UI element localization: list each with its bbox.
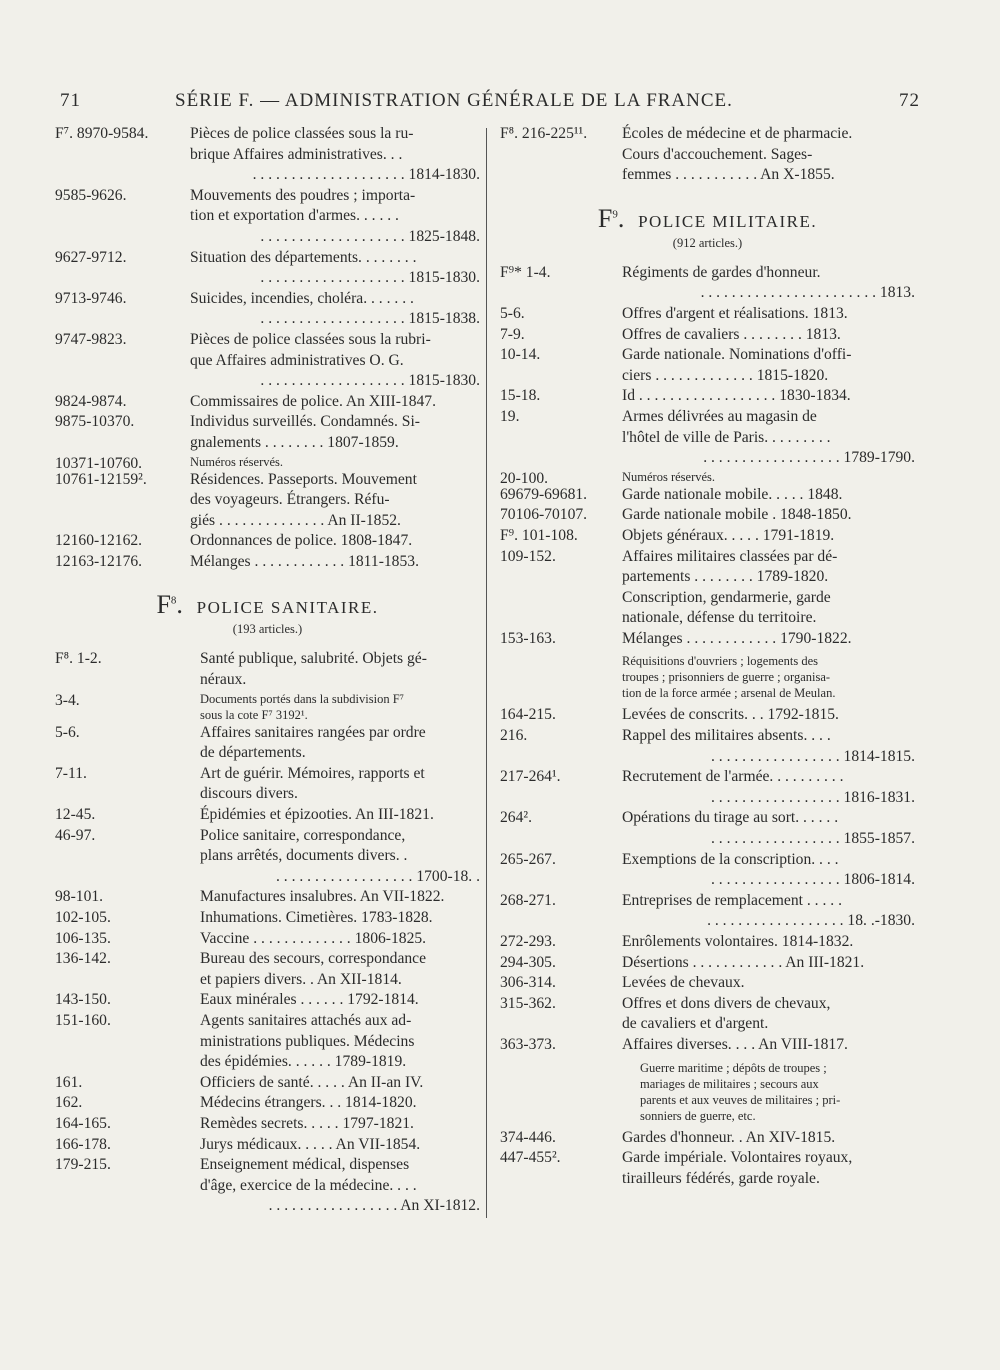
index-entry bbox=[55, 887, 480, 908]
f9-entries-b bbox=[500, 705, 915, 1055]
entry-reference: 9627-9712. bbox=[55, 248, 127, 266]
entry-line: Individus surveillés. Condamnés. Si- bbox=[190, 413, 420, 431]
entry-description bbox=[622, 1035, 915, 1056]
entry-description bbox=[200, 1114, 480, 1135]
entry-reference: 7-11. bbox=[55, 764, 87, 782]
entry-line: Bureau des secours, correspondance bbox=[200, 950, 427, 968]
entry-reference: 3-4. bbox=[55, 691, 80, 709]
index-entry bbox=[55, 552, 480, 573]
entry-description bbox=[622, 263, 915, 304]
entry-reference: 20-100. bbox=[500, 469, 549, 487]
page-header bbox=[60, 88, 920, 118]
entry-line: ministrations publiques. Médecins bbox=[200, 1032, 415, 1050]
f8-entries bbox=[55, 649, 480, 1216]
note-line: troupes ; prisonniers de guerre ; organisa- bbox=[622, 670, 831, 685]
entry-line: tion et exportation d'armes. . . . . . bbox=[190, 207, 399, 225]
entry-line: Opérations du tirage au sort. . . . . . bbox=[622, 809, 839, 827]
entry-reference: 12160-12162. bbox=[55, 532, 143, 550]
entry-description bbox=[190, 392, 480, 413]
entry-reference: 179-215. bbox=[55, 1156, 111, 1174]
f9-entries-a bbox=[500, 263, 915, 650]
index-entry bbox=[500, 345, 915, 386]
entry-description bbox=[190, 412, 480, 453]
index-entry bbox=[55, 412, 480, 453]
entry-reference: 164-165. bbox=[55, 1114, 111, 1132]
entry-reference: F⁸. 1-2. bbox=[55, 650, 102, 668]
entry-line: Manufactures insalubres. An VII-1822. bbox=[200, 888, 445, 906]
index-entry bbox=[55, 1073, 480, 1094]
index-entry bbox=[500, 994, 915, 1035]
entry-line: Recrutement de l'armée. . . . . . . . . . bbox=[622, 768, 844, 786]
entry-line: Agents sanitaires attachés aux ad- bbox=[200, 1011, 412, 1029]
entry-line: de cavaliers et d'argent. bbox=[622, 1015, 769, 1033]
entry-line: Remèdes secrets. . . . . 1797-1821. bbox=[200, 1114, 414, 1132]
index-entry bbox=[500, 808, 915, 849]
entry-line: Résidences. Passeports. Mouvement bbox=[190, 470, 417, 488]
page-number-left: 71 bbox=[60, 90, 81, 111]
entry-reference: 162. bbox=[55, 1094, 83, 1112]
entry-line: Eaux minérales . . . . . . 1792-1814. bbox=[200, 991, 419, 1009]
index-entry bbox=[500, 953, 915, 974]
entry-line: Mélanges . . . . . . . . . . . . 1790-1822. bbox=[622, 629, 852, 647]
entry-description bbox=[622, 407, 915, 469]
entry-description bbox=[622, 345, 915, 386]
index-entry bbox=[55, 1155, 480, 1217]
left-column bbox=[55, 124, 480, 1217]
entry-description bbox=[200, 1073, 480, 1094]
entry-reference: 19. bbox=[500, 407, 520, 425]
entry-description bbox=[622, 124, 915, 186]
entry-reference: 9585-9626. bbox=[55, 186, 127, 204]
index-entry bbox=[55, 186, 480, 248]
entry-reference: 166-178. bbox=[55, 1135, 111, 1153]
entry-line: . . . . . . . . . . . . . . . . . 1855-1857. bbox=[710, 830, 915, 848]
entry-line: Levées de conscrits. . . 1792-1815. bbox=[622, 706, 839, 724]
entry-line: . . . . . . . . . . . . . . . . . . . 1815-1830. bbox=[260, 372, 480, 390]
entry-line: tirailleurs fédérés, garde royale. bbox=[622, 1169, 820, 1187]
entry-line: Rappel des militaires absents. . . . bbox=[622, 727, 831, 745]
entry-reference: 264². bbox=[500, 809, 532, 827]
entry-description bbox=[190, 454, 480, 470]
entry-reference: 109-152. bbox=[500, 547, 556, 565]
index-entry bbox=[500, 1035, 915, 1056]
entry-reference: 10371-10760. bbox=[55, 454, 143, 472]
index-entry bbox=[55, 289, 480, 330]
index-entry bbox=[500, 526, 915, 547]
entry-description bbox=[200, 691, 480, 723]
entry-line: des épidémies. . . . . . 1789-1819. bbox=[200, 1053, 407, 1071]
entry-line: Santé publique, salubrité. Objets gé- bbox=[200, 650, 427, 668]
entry-line: Enseignement médical, dispenses bbox=[200, 1156, 410, 1174]
entry-line: . . . . . . . . . . . . . . . . . . 1789-1790. bbox=[703, 449, 915, 467]
entry-line: Garde nationale. Nominations d'offi- bbox=[622, 346, 852, 364]
entry-reference: 10-14. bbox=[500, 346, 541, 364]
index-entry bbox=[55, 248, 480, 289]
entry-description bbox=[622, 767, 915, 808]
entry-line: d'âge, exercice de la médecine. . . . bbox=[200, 1176, 417, 1194]
entry-line: des voyageurs. Étrangers. Réfu- bbox=[190, 491, 390, 509]
index-entry bbox=[55, 454, 480, 470]
entry-line: Commissaires de police. An XIII-1847. bbox=[190, 392, 436, 410]
entry-description bbox=[622, 526, 915, 547]
entry-reference: 161. bbox=[55, 1073, 83, 1091]
entry-reference: 268-271. bbox=[500, 891, 556, 909]
entry-line: Jurys médicaux. . . . . An VII-1854. bbox=[200, 1135, 421, 1153]
entry-line: . . . . . . . . . . . . . . . . . . . . 1814-1830. bbox=[252, 166, 480, 184]
entry-line: Situation des départements. . . . . . . . bbox=[190, 248, 417, 266]
index-entry bbox=[500, 407, 915, 469]
f8-continued-entries bbox=[500, 124, 915, 186]
index-entry bbox=[500, 325, 915, 346]
entry-line: Offres et dons divers de chevaux, bbox=[622, 994, 831, 1012]
entry-reference: 10761-12159². bbox=[55, 470, 147, 488]
entry-description bbox=[190, 531, 480, 552]
entry-reference: 12-45. bbox=[55, 806, 96, 824]
index-entry bbox=[55, 723, 480, 764]
entry-description bbox=[190, 289, 480, 330]
index-entry bbox=[55, 691, 480, 723]
entry-line: Garde nationale mobile. . . . . 1848. bbox=[622, 485, 843, 503]
page-number-right: 72 bbox=[899, 90, 920, 111]
entry-line: Cours d'accouchement. Sages- bbox=[622, 145, 813, 163]
entry-reference: 5-6. bbox=[55, 723, 80, 741]
entry-reference: 315-362. bbox=[500, 994, 556, 1012]
index-entry bbox=[500, 850, 915, 891]
entry-line: Officiers de santé. . . . . An II-an IV. bbox=[200, 1073, 424, 1091]
index-entry bbox=[55, 1011, 480, 1073]
entry-reference: 69679-69681. bbox=[500, 485, 588, 503]
entry-line: partements . . . . . . . . 1789-1820. bbox=[622, 568, 829, 586]
entry-description bbox=[622, 891, 915, 932]
entry-line: Pièces de police classées sous la ru- bbox=[190, 125, 414, 142]
right-column bbox=[500, 124, 915, 1189]
entry-reference: 5-6. bbox=[500, 304, 525, 322]
entry-line: . . . . . . . . . . . . . . . . . . 18. .-1830. bbox=[707, 912, 915, 930]
index-entry bbox=[500, 386, 915, 407]
entry-line: Levées de chevaux. bbox=[622, 974, 745, 992]
index-entry bbox=[55, 929, 480, 950]
entry-reference: 102-105. bbox=[55, 909, 111, 926]
entry-reference: 136-142. bbox=[55, 950, 111, 968]
index-entry bbox=[55, 1093, 480, 1114]
entry-line: Gardes d'honneur. . An XIV-1815. bbox=[622, 1128, 836, 1146]
entry-reference: 9713-9746. bbox=[55, 289, 127, 307]
entry-line: giés . . . . . . . . . . . . . . An II-1852. bbox=[190, 511, 401, 529]
entry-reference: 9747-9823. bbox=[55, 330, 127, 348]
entry-line: Affaires militaires classées par dé- bbox=[622, 547, 838, 565]
entry-reference: 15-18. bbox=[500, 387, 541, 405]
entry-description bbox=[622, 1148, 915, 1189]
entry-description bbox=[190, 124, 480, 186]
entry-line: gnalements . . . . . . . . 1807-1859. bbox=[190, 433, 399, 451]
entry-line: . . . . . . . . . . . . . . . . . . . . . . . 1813. bbox=[700, 284, 915, 302]
entry-line: Inhumations. Cimetières. 1783-1828. bbox=[200, 909, 433, 926]
entry-reference: 98-101. bbox=[55, 888, 104, 906]
index-entry bbox=[500, 505, 915, 526]
index-entry bbox=[55, 805, 480, 826]
entry-reference: F⁹* 1-4. bbox=[500, 263, 551, 281]
entry-line: femmes . . . . . . . . . . . An X-1855. bbox=[622, 166, 835, 184]
entry-description bbox=[190, 186, 480, 248]
entry-line: . . . . . . . . . . . . . . . . . . 1700-18. . bbox=[275, 867, 480, 885]
entry-line: . . . . . . . . . . . . . . . . . . . 1815-1830. bbox=[260, 269, 480, 287]
entry-reference: 374-446. bbox=[500, 1128, 556, 1146]
note-line: parents et aux veuves de militaires ; pri- bbox=[640, 1092, 841, 1107]
entry-reference: 447-455². bbox=[500, 1149, 561, 1167]
entry-reference: F⁸. 216-225¹¹. bbox=[500, 125, 588, 142]
entry-line: Affaires diverses. . . . An VIII-1817. bbox=[622, 1035, 848, 1053]
entry-reference: 9824-9874. bbox=[55, 392, 127, 410]
entry-line: que Affaires administratives O. G. bbox=[190, 351, 404, 369]
section-heading-f8 bbox=[55, 590, 480, 620]
note-line: sonniers de guerre, etc. bbox=[640, 1108, 756, 1123]
entry-description bbox=[200, 1155, 480, 1217]
entry-line: Affaires sanitaires rangées par ordre bbox=[200, 723, 426, 741]
entry-description bbox=[622, 705, 915, 726]
index-entry bbox=[500, 726, 915, 767]
entry-line: . . . . . . . . . . . . . . . . . 1806-1814. bbox=[710, 871, 915, 889]
entry-description bbox=[622, 932, 915, 953]
entry-description bbox=[622, 547, 915, 629]
f7-entries bbox=[55, 124, 480, 572]
entry-line: Art de guérir. Mémoires, rapports et bbox=[200, 764, 425, 782]
entry-line: brique Affaires administratives. . . bbox=[190, 145, 403, 163]
entry-line: Id . . . . . . . . . . . . . . . . . . 1830-1834. bbox=[622, 387, 851, 405]
entry-line: sous la cote F⁷ 3192¹. bbox=[200, 707, 308, 722]
entry-line: Régiments de gardes d'honneur. bbox=[622, 263, 821, 281]
entry-description bbox=[200, 1093, 480, 1114]
entry-line: Armes délivrées au magasin de bbox=[622, 407, 817, 425]
entry-description bbox=[622, 1128, 915, 1149]
entry-reference: 153-163. bbox=[500, 629, 556, 647]
entry-line: nationale, défense du territoire. bbox=[622, 609, 817, 627]
entry-description bbox=[190, 330, 480, 392]
entry-line: . . . . . . . . . . . . . . . . . 1814-1815. bbox=[710, 747, 915, 765]
entry-line: Police sanitaire, correspondance, bbox=[200, 826, 406, 844]
entry-description bbox=[190, 552, 480, 573]
entry-line: . . . . . . . . . . . . . . . . . An XI-1812. bbox=[268, 1197, 480, 1215]
entry-line: Vaccine . . . . . . . . . . . . . 1806-1825. bbox=[200, 929, 427, 947]
entry-description bbox=[622, 994, 915, 1035]
note-line: Réquisitions d'ouvriers ; logements des bbox=[622, 654, 818, 669]
note-line: mariages de militaires ; secours aux bbox=[640, 1076, 819, 1091]
index-entry bbox=[55, 764, 480, 805]
entry-description bbox=[200, 1135, 480, 1156]
entry-reference: 363-373. bbox=[500, 1035, 556, 1053]
index-entry bbox=[500, 263, 915, 304]
entry-reference: 46-97. bbox=[55, 826, 96, 844]
index-entry bbox=[55, 1135, 480, 1156]
entry-line: Offres d'argent et réalisations. 1813. bbox=[622, 304, 848, 322]
entry-description bbox=[200, 805, 480, 826]
note-guerre-maritime bbox=[640, 1060, 915, 1124]
entry-reference: 151-160. bbox=[55, 1011, 111, 1029]
entry-description bbox=[200, 949, 480, 990]
entry-reference: 106-135. bbox=[55, 929, 111, 947]
index-entry bbox=[500, 547, 915, 629]
entry-line: Garde nationale mobile . 1848-1850. bbox=[622, 506, 852, 524]
entry-reference: 306-314. bbox=[500, 974, 556, 992]
index-entry bbox=[500, 767, 915, 808]
index-entry bbox=[500, 124, 915, 186]
entry-line: Conscription, gendarmerie, garde bbox=[622, 588, 831, 606]
entry-description bbox=[200, 990, 480, 1011]
entry-description bbox=[622, 469, 915, 485]
note-line: tion de la force armée ; arsenal de Meulan. bbox=[622, 686, 836, 701]
running-title: SÉRIE F. — ADMINISTRATION GÉNÉRALE DE LA FRANCE. bbox=[175, 90, 733, 111]
entry-description bbox=[622, 629, 915, 650]
index-entry bbox=[500, 705, 915, 726]
entry-line: Mouvements des poudres ; importa- bbox=[190, 186, 416, 204]
entry-line: néraux. bbox=[200, 671, 247, 689]
section-heading-f9 bbox=[500, 204, 915, 234]
entry-line: Offres de cavaliers . . . . . . . . 1813. bbox=[622, 325, 841, 343]
entry-description bbox=[190, 248, 480, 289]
section-letter: $F^8$. bbox=[156, 590, 183, 620]
index-entry bbox=[500, 973, 915, 994]
section-letter: $F^9$. bbox=[597, 203, 625, 233]
entry-line: Mélanges . . . . . . . . . . . . 1811-1853. bbox=[190, 552, 419, 570]
entry-line: Numéros réservés. bbox=[622, 469, 716, 484]
entry-description bbox=[622, 386, 915, 407]
entry-line: . . . . . . . . . . . . . . . . . . . 1825-1848. bbox=[260, 227, 480, 245]
entry-description bbox=[622, 850, 915, 891]
entry-description bbox=[200, 929, 480, 950]
entry-reference: 265-267. bbox=[500, 850, 556, 868]
entry-line: de départements. bbox=[200, 744, 306, 762]
entry-line: discours divers. bbox=[200, 785, 298, 803]
entry-reference: 217-264¹. bbox=[500, 768, 561, 786]
section-title: POLICE MILITAIRE. bbox=[638, 211, 818, 231]
entry-description bbox=[622, 973, 915, 994]
index-entry bbox=[55, 649, 480, 690]
entry-line: plans arrêtés, documents divers. . bbox=[200, 847, 408, 865]
entry-line: et papiers divers. . An XII-1814. bbox=[200, 970, 402, 988]
index-entry bbox=[500, 629, 915, 650]
entry-line: . . . . . . . . . . . . . . . . . . . 1815-1838. bbox=[260, 310, 480, 328]
entry-line: Numéros réservés. bbox=[190, 454, 284, 469]
index-entry bbox=[55, 124, 480, 186]
note-line: Guerre maritime ; dépôts de troupes ; bbox=[640, 1060, 827, 1075]
entry-reference: 12163-12176. bbox=[55, 552, 143, 570]
entry-line: Pièces de police classées sous la rubri- bbox=[190, 330, 431, 348]
entry-description bbox=[190, 470, 480, 532]
entry-reference: 9875-10370. bbox=[55, 413, 135, 431]
section-article-count: (193 articles.) bbox=[232, 622, 303, 637]
entry-line: Objets généraux. . . . . 1791-1819. bbox=[622, 526, 835, 544]
f9-entries-c bbox=[500, 1128, 915, 1190]
entry-line: Documents portés dans la subdivision F⁷ bbox=[200, 691, 404, 706]
entry-description bbox=[200, 908, 480, 929]
entry-reference: 143-150. bbox=[55, 991, 111, 1009]
index-entry bbox=[500, 1128, 915, 1149]
entry-line: Garde impériale. Volontaires royaux, bbox=[622, 1149, 853, 1167]
entry-description bbox=[200, 826, 480, 888]
entry-line: Enrôlements volontaires. 1814-1832. bbox=[622, 933, 854, 950]
entry-description bbox=[622, 304, 915, 325]
index-entry bbox=[500, 932, 915, 953]
entry-reference: 216. bbox=[500, 727, 528, 745]
section-article-count: (912 articles.) bbox=[672, 235, 743, 250]
index-entry bbox=[500, 891, 915, 932]
entry-line: Entreprises de remplacement . . . . . bbox=[622, 891, 842, 909]
entry-description bbox=[200, 764, 480, 805]
entry-reference: F⁷. 8970-9584. bbox=[55, 125, 149, 142]
entry-line: Ordonnances de police. 1808-1847. bbox=[190, 532, 413, 550]
entry-reference: F⁹. 101-108. bbox=[500, 526, 578, 544]
entry-line: Médecins étrangers. . . 1814-1820. bbox=[200, 1094, 417, 1112]
entry-line: Écoles de médecine et de pharmacie. bbox=[622, 125, 853, 142]
index-entry bbox=[500, 1148, 915, 1189]
entry-description bbox=[200, 723, 480, 764]
index-entry bbox=[55, 990, 480, 1011]
entry-line: Suicides, incendies, choléra. . . . . . . bbox=[190, 289, 414, 307]
entry-line: ciers . . . . . . . . . . . . . 1815-1820. bbox=[622, 366, 829, 384]
entry-description bbox=[622, 953, 915, 974]
index-entry bbox=[55, 1114, 480, 1135]
entry-description bbox=[200, 649, 480, 690]
index-entry bbox=[500, 485, 915, 506]
note-requisitions bbox=[622, 653, 915, 701]
entry-description bbox=[622, 485, 915, 506]
entry-line: Épidémies et épizooties. An III-1821. bbox=[200, 806, 434, 824]
section-title: POLICE SANITAIRE. bbox=[196, 598, 379, 618]
entry-description bbox=[622, 505, 915, 526]
index-entry bbox=[500, 304, 915, 325]
entry-description bbox=[200, 887, 480, 908]
column-divider bbox=[486, 128, 487, 1218]
index-entry bbox=[500, 469, 915, 485]
entry-reference: 294-305. bbox=[500, 953, 556, 971]
index-entry bbox=[55, 470, 480, 532]
entry-description bbox=[622, 726, 915, 767]
entry-reference: 164-215. bbox=[500, 706, 556, 724]
entry-description bbox=[622, 325, 915, 346]
index-entry bbox=[55, 949, 480, 990]
entry-line: Exemptions de la conscription. . . . bbox=[622, 850, 839, 868]
entry-description bbox=[200, 1011, 480, 1073]
index-entry bbox=[55, 826, 480, 888]
entry-line: l'hôtel de ville de Paris. . . . . . . . . bbox=[622, 428, 831, 446]
index-entry bbox=[55, 908, 480, 929]
entry-reference: 70106-70107. bbox=[500, 506, 588, 524]
entry-line: . . . . . . . . . . . . . . . . . 1816-1831. bbox=[710, 788, 915, 806]
entry-reference: 272-293. bbox=[500, 933, 556, 950]
entry-description bbox=[622, 808, 915, 849]
index-entry bbox=[55, 330, 480, 392]
index-entry bbox=[55, 531, 480, 552]
entry-reference: 7-9. bbox=[500, 325, 525, 343]
entry-line: Désertions . . . . . . . . . . . . An III-1821. bbox=[622, 953, 865, 971]
index-entry bbox=[55, 392, 480, 413]
